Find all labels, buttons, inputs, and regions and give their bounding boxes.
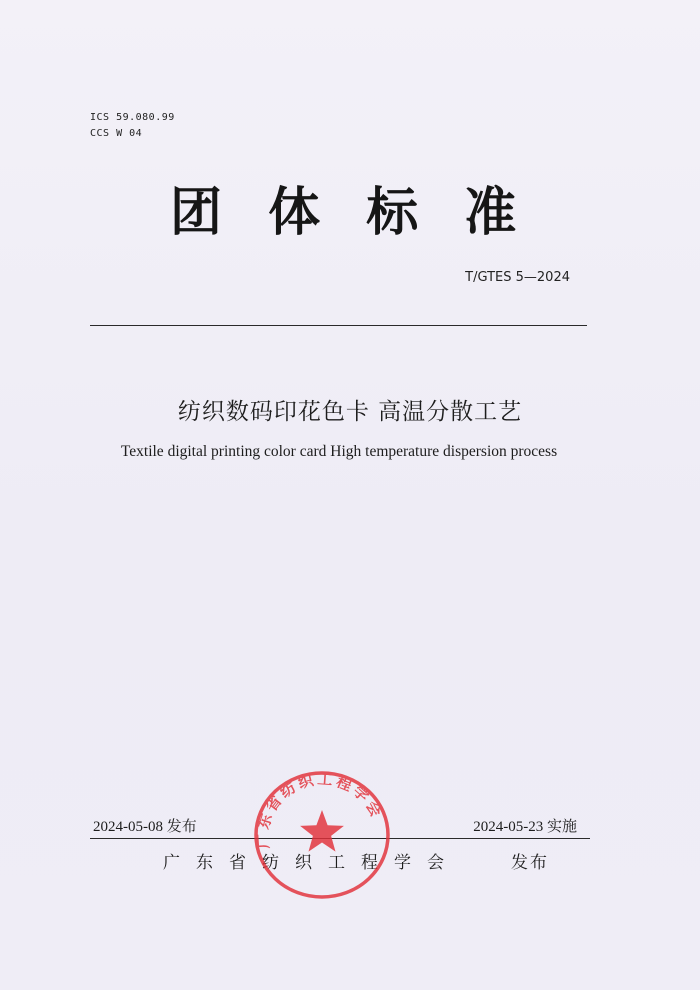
title-english: Textile digital printing color card High temperature dispersion process: [120, 443, 558, 460]
top-divider: [90, 325, 587, 326]
seal-graphic: [250, 768, 394, 902]
issue-date: 2024-05-08 发布: [93, 819, 197, 835]
official-seal: [250, 768, 394, 902]
publisher-name: 广东省纺织工程学会: [163, 853, 460, 873]
category-title: 团 体 标 准: [170, 183, 531, 243]
ccs-code: CCS W 04: [90, 128, 143, 139]
seal-text: 广东省纺织工程学会: [253, 769, 387, 850]
ics-code: ICS 59.080.99: [90, 112, 175, 123]
standard-number: T/GTES 5—2024: [465, 270, 570, 285]
publish-label: 发布: [511, 853, 549, 873]
star-icon: [300, 810, 344, 852]
title-chinese: 纺织数码印花色卡 高温分散工艺: [177, 399, 523, 425]
classification-codes: [90, 110, 175, 142]
implementation-date: 2024-05-23 实施: [473, 819, 577, 835]
